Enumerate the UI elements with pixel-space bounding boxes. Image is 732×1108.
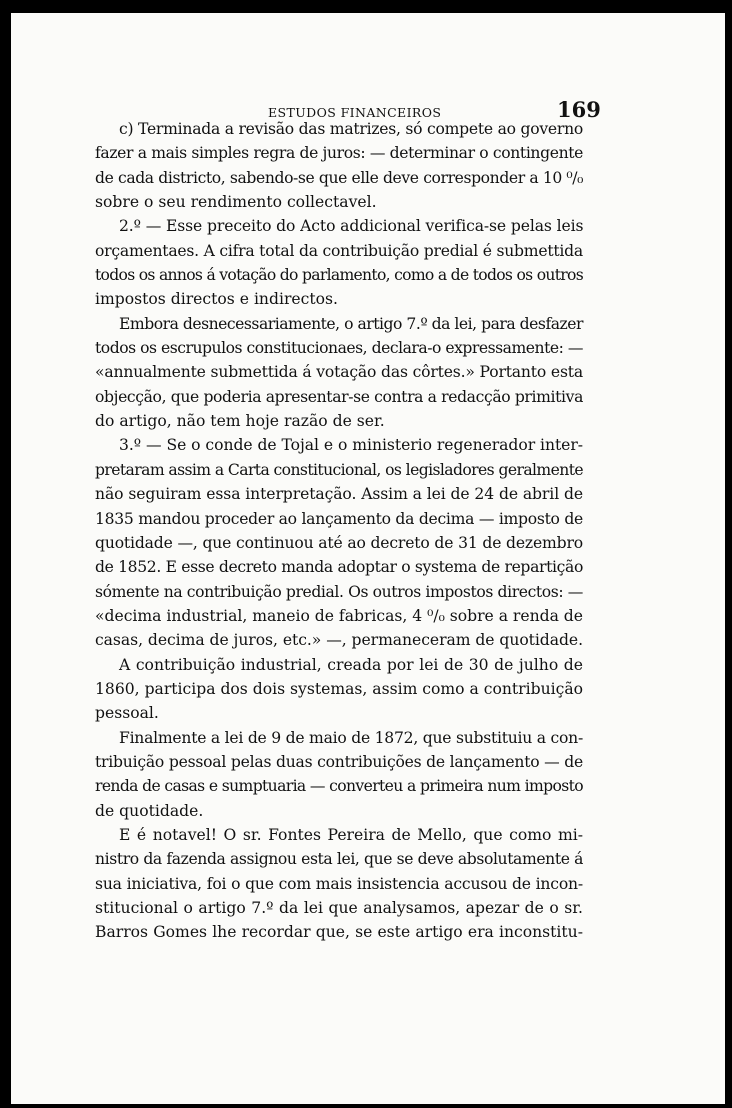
text-line: tribuição pessoal pelas duas contribuições de lançamento — de — [95, 752, 583, 771]
text-line: fazer a mais simples regra de juros: — determinar o contingente — [95, 144, 583, 163]
text-line: nistro da fazenda assignou esta lei, que se deve absolutamente á — [95, 850, 583, 869]
text-line: «decima industrial, maneio de fabricas, 4 ⁰/₀ sobre a renda de — [95, 606, 583, 625]
body-text — [95, 117, 583, 945]
text-line: 1835 mandou proceder ao lançamento da decima — imposto de — [95, 509, 583, 528]
scan-border-top — [0, 0, 732, 13]
page-number: 169 — [557, 97, 601, 122]
text-line: pessoal. — [95, 704, 159, 723]
scan-border-left — [0, 0, 11, 1108]
text-line: não seguiram essa interpretação. Assim a lei de 24 de abril de — [95, 485, 583, 504]
text-line: sua iniciativa, foi o que com mais insistencia accusou de incon- — [95, 874, 583, 893]
text-line: 1860, participa dos dois systemas, assim como a contribuição — [95, 679, 583, 698]
text-line: 2.º — Esse preceito do Acto addicional verifica-se pelas leis — [119, 217, 584, 236]
text-line: renda de casas e sumptuaria — converteu a primeira num imposto — [95, 777, 583, 796]
text-line: objecção, que poderia apresentar-se contra a redacção primitiva — [95, 387, 583, 406]
text-line: de quotidade. — [95, 801, 204, 820]
text-line: orçamentaes. A cifra total da contribuição predial é submettida — [95, 241, 583, 260]
text-line: do artigo, não tem hoje razão de ser. — [95, 412, 385, 431]
text-line: impostos directos e indirectos. — [95, 290, 338, 309]
text-line: sobre o seu rendimento collectavel. — [95, 193, 377, 212]
text-line: «annualmente submettida á votação das côrtes.» Portanto esta — [95, 363, 583, 382]
text-line: de cada districto, sabendo-se que elle deve corresponder a 10 ⁰/₀ — [95, 168, 583, 187]
scan-border-bottom — [0, 1104, 732, 1108]
text-line: E é notavel! O sr. Fontes Pereira de Mello, que como mi- — [119, 825, 583, 844]
running-head: ESTUDOS FINANCEIROS — [268, 105, 442, 120]
text-line: Barros Gomes lhe recordar que, se este artigo era inconstitu- — [95, 923, 583, 942]
text-line: todos os annos á votação do parlamento, como a de todos os outros — [95, 266, 583, 285]
text-line: Finalmente a lei de 9 de maio de 1872, que substituiu a con- — [119, 728, 583, 747]
text-line: 3.º — Se o conde de Tojal e o ministerio regenerador inter- — [119, 436, 583, 455]
text-line: Embora desnecessariamente, o artigo 7.º da lei, para desfazer — [119, 314, 583, 333]
text-line: todos os escrupulos constitucionaes, declara-o expressamente: — — [95, 339, 583, 358]
text-line: pretaram assim a Carta constitucional, os legisladores geralmente — [95, 460, 583, 479]
text-line: casas, decima de juros, etc.» —, permaneceram de quotidade. — [95, 631, 583, 650]
scan-border-right — [725, 0, 732, 1108]
text-line: stitucional o artigo 7.º da lei que analysamos, apezar de o sr. — [95, 899, 583, 917]
text-line: quotidade —, que continuou até ao decreto de 31 de dezembro — [95, 533, 583, 552]
text-line: sómente na contribuição predial. Os outros impostos directos: — — [95, 582, 583, 601]
text-line: A contribuição industrial, creada por lei de 30 de julho de — [119, 655, 583, 674]
text-line: c) Terminada a revisão das matrizes, só compete ao governo — [119, 120, 583, 138]
text-line: de 1852. E esse decreto manda adoptar o systema de repartição — [95, 558, 583, 577]
